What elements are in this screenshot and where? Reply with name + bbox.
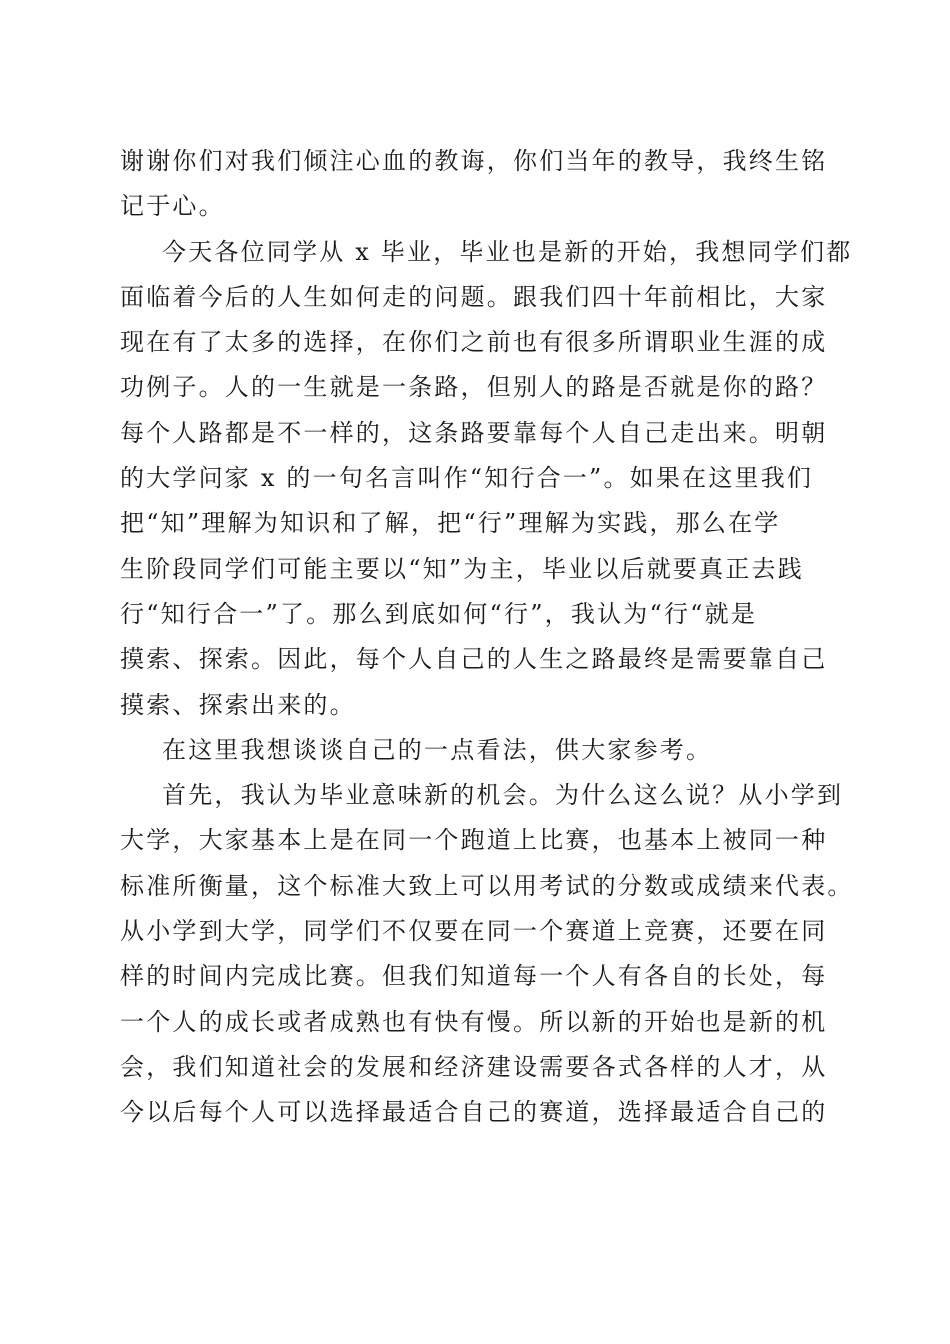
paragraph-first-line: 首先，我认为毕业意味新的机会。为什么这么说？从小学到 bbox=[162, 781, 844, 810]
paragraph-first-line: 今天各位同学从 x 毕业，毕业也是新的开始，我想同学们都 bbox=[162, 237, 853, 266]
text-line: 一个人的成长或者成熟也有快有慢。所以新的开始也是新的机 bbox=[120, 1007, 828, 1036]
text-line: 摸索、探索。因此，每个人自己的人生之路最终是需要靠自己 bbox=[120, 645, 828, 674]
text-line: 行“知行合一”了。那么到底如何“行”，我认为“行“就是 bbox=[120, 599, 758, 628]
paragraph-first-line: 在这里我想谈谈自己的一点看法，供大家参考。 bbox=[162, 735, 713, 764]
text-line: 谢谢你们对我们倾注心血的教诲，你们当年的教导，我终生铭 bbox=[120, 147, 828, 175]
document-body bbox=[120, 139, 854, 1136]
text-line: 标准所衡量，这个标准大致上可以用考试的分数或成绩来代表。 bbox=[120, 871, 854, 900]
text-line: 记于心。 bbox=[120, 192, 225, 221]
text-line: 把“知”理解为知识和了解，把“行”理解为实践，那么在学 bbox=[120, 509, 781, 538]
text-line: 摸索、探索出来的。 bbox=[120, 690, 356, 719]
text-line: 大学，大家基本上是在同一个跑道上比赛，也基本上被同一种 bbox=[120, 826, 828, 855]
text-line: 样的时间内完成比赛。但我们知道每一个人有各自的长处，每 bbox=[120, 962, 828, 991]
text-line: 的大学问家 x 的一句名言叫作“知行合一”。如果在这里我们 bbox=[120, 464, 814, 493]
text-line: 今以后每个人可以选择最适合自己的赛道，选择最适合自己的 bbox=[120, 1098, 828, 1127]
text-line: 会，我们知道社会的发展和经济建设需要各式各样的人才，从 bbox=[120, 1052, 828, 1081]
text-line: 现在有了太多的选择，在你们之前也有很多所谓职业生涯的成 bbox=[120, 328, 828, 357]
text-line: 面临着今后的人生如何走的问题。跟我们四十年前相比，大家 bbox=[120, 282, 828, 311]
text-line: 从小学到大学，同学们不仅要在同一个赛道上竞赛，还要在同 bbox=[120, 917, 828, 946]
text-line: 每个人路都是不一样的，这条路要靠每个人自己走出来。明朝 bbox=[120, 418, 828, 447]
text-line: 功例子。人的一生就是一条路，但别人的路是否就是你的路？ bbox=[120, 373, 828, 402]
text-line: 生阶段同学们可能主要以“知”为主，毕业以后就要真正去践 bbox=[120, 554, 804, 583]
